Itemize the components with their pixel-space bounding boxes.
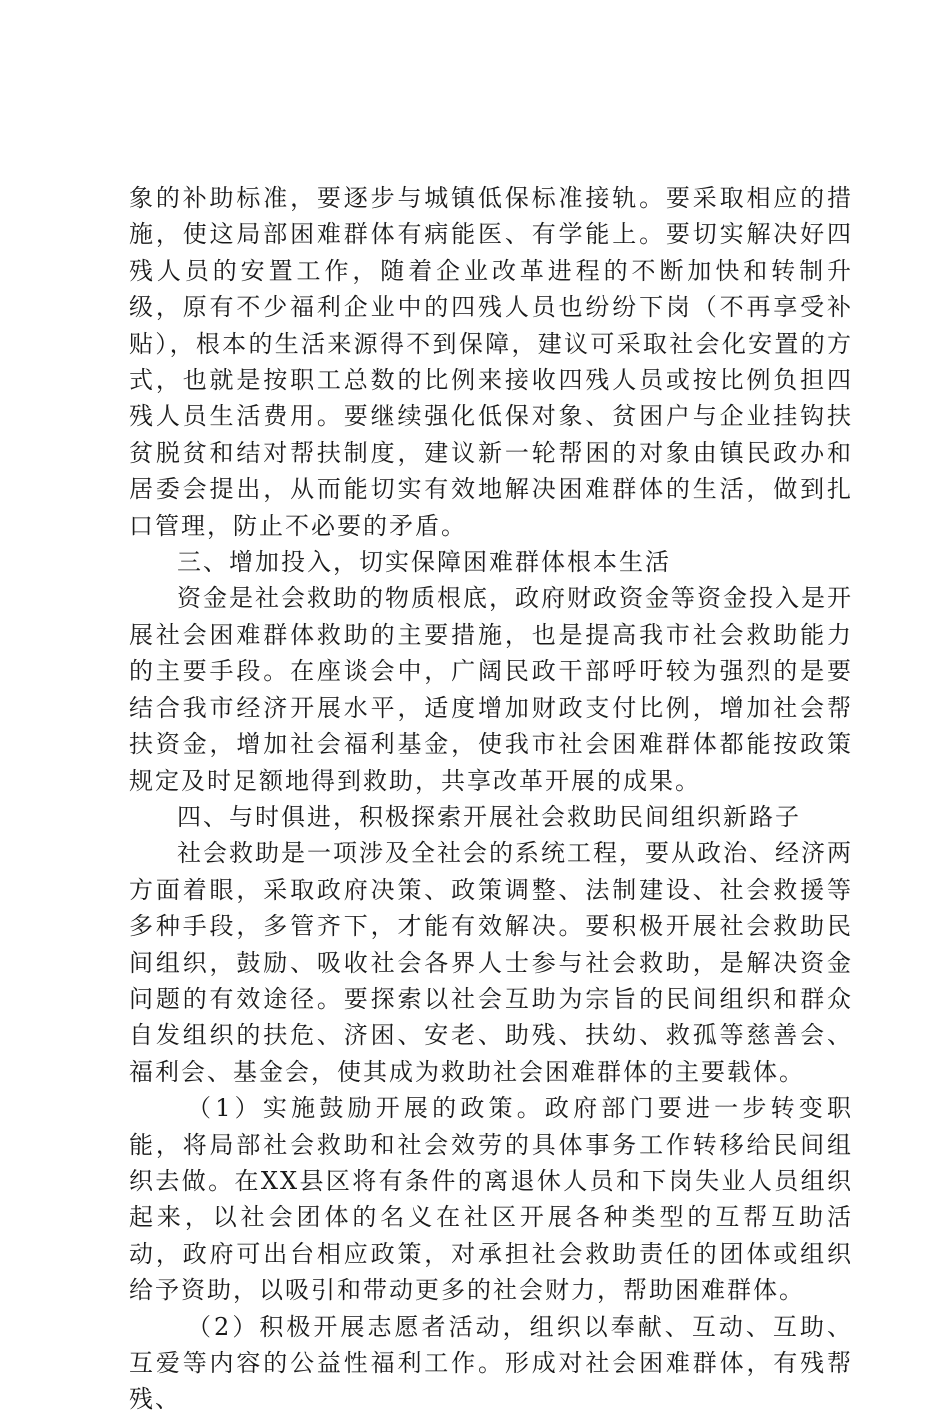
paragraph-funding: 资金是社会救助的物质根底，政府财政资金等资金投入是开展社会困难群体救助的主要措施，也是提高我市社会救助能力的主要手段。在座谈会中，广阔民政干部呼吁较为强烈的是要结合我市经济开展水平，适度增加财政支付比例，增加社会帮扶资金，增加社会福利基金，使我市社会困难群体都能按政策规定及时足额地得到救助，共享改革开展的成果。 [129, 584, 853, 795]
list-item-1: （1）实施鼓励开展的政策。政府部门要进一步转变职能，将局部社会救助和社会效劳的具体事务工作转移给民间组织去做。在XX县区将有条件的离退休人员和下岗失业人员组织起来，以社会团体的名义在社区开展各种类型的互帮互助活动，政府可出台相应政策，对承担社会救助责任的团体或组织给予资助，以吸引和带动更多的社会财力，帮助困难群体。 [129, 1094, 853, 1305]
list-item-2: （2）积极开展志愿者活动，组织以奉献、互动、互助、互爱等内容的公益性福利工作。形成对社会困难群体，有残帮残、 [129, 1312, 853, 1414]
document-body [129, 180, 853, 1418]
section-heading-4: 四、与时俱进，积极探索开展社会救助民间组织新路子 [177, 802, 801, 831]
section-heading-3: 三、增加投入，切实保障困难群体根本生活 [177, 548, 671, 577]
paragraph-social-relief: 社会救助是一项涉及全社会的系统工程，要从政治、经济两方面着眼，采取政府决策、政策调整、法制建设、社会救援等多种手段，多管齐下，才能有效解决。要积极开展社会救助民间组织，鼓励、吸收社会各界人士参与社会救助，是解决资金问题的有效途径。要探索以社会互助为宗旨的民间组织和群众自发组织的扶危、济困、安老、助残、扶幼、救孤等慈善会、福利会、基金会，使其成为救助社会困难群体的主要载体。 [129, 839, 853, 1086]
paragraph-continued: 象的补助标准，要逐步与城镇低保标准接轨。要采取相应的措施，使这局部困难群体有病能医、有学能上。要切实解决好四残人员的安置工作，随着企业改革进程的不断加快和转制升级，原有不少福利企业中的四残人员也纷纷下岗（不再享受补贴），根本的生活来源得不到保障，建议可采取社会化安置的方式，也就是按职工总数的比例来接收四残人员或按比例负担四残人员生活费用。要继续强化低保对象、贫困户与企业挂钩扶贫脱贫和结对帮扶制度，建议新一轮帮困的对象由镇民政办和居委会提出，从而能切实有效地解决困难群体的生活，做到扎口管理，防止不必要的矛盾。 [129, 184, 853, 540]
